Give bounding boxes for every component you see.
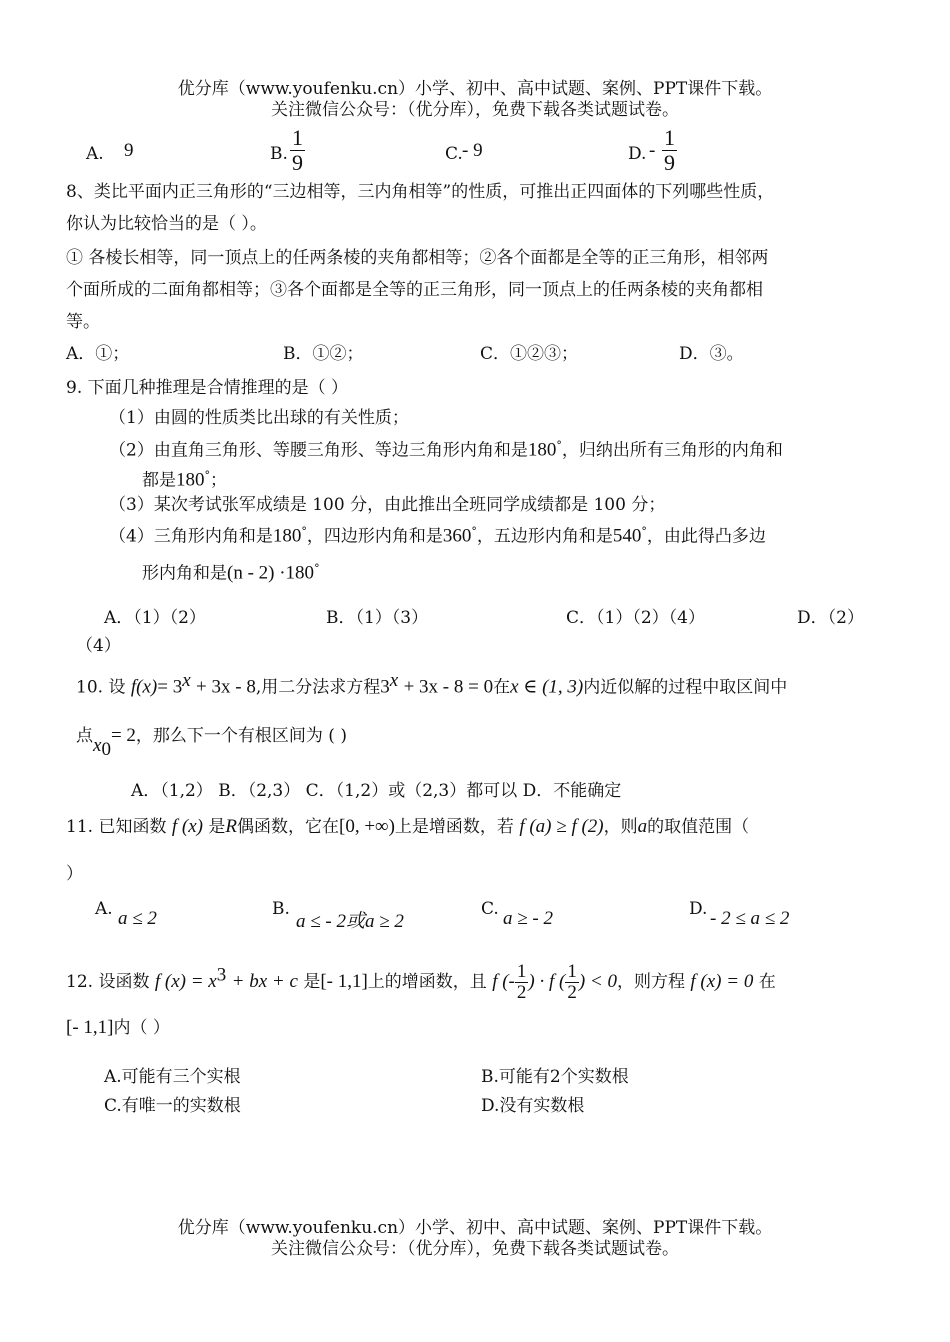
q9-deg-180-b: 180 xyxy=(176,469,205,491)
q7-b-num: 1 xyxy=(292,125,303,150)
q9-item-4 xyxy=(109,520,766,549)
q9-item-4-cont xyxy=(142,557,320,586)
q12-interval: [- 1,1] xyxy=(320,971,368,992)
q11-option-d-label: D. xyxy=(689,899,708,919)
footer-line-2: 关注微信公众号：（优分库），免费下载各类试题试卷。 xyxy=(271,1239,679,1259)
q10-x-in: x ∈ (1, 3) xyxy=(510,676,584,698)
q10-line-1 xyxy=(76,669,787,700)
q8-option-a: A．①； xyxy=(66,344,130,364)
q10-text-1: ,用二分法求方程 xyxy=(255,677,381,698)
q7-b-den: 9 xyxy=(292,150,303,175)
q11-text-3: 偶函数，它在 xyxy=(237,817,339,837)
q7-a-value: 9 xyxy=(124,140,134,161)
q11-fx: f (x) xyxy=(171,816,203,837)
q12-interval-2: [- 1,1] xyxy=(66,1017,114,1038)
q7-d-num: 1 xyxy=(664,125,675,150)
q10-fx: f(x) xyxy=(130,676,158,698)
degree-symbol: ° xyxy=(471,525,477,538)
q7-d-fraction xyxy=(662,126,677,175)
q7-d-den: 9 xyxy=(664,150,675,175)
q12-option-d: D.没有实数根 xyxy=(481,1096,585,1116)
q12-cube: 3 xyxy=(216,964,227,986)
q12-option-a: A.可能有三个实根 xyxy=(104,1067,241,1087)
q12-option-b: B.可能有2个实数根 xyxy=(481,1067,629,1087)
q9-item-4-text-b: ，四边形内角和是 xyxy=(306,526,443,547)
q11-option-d: - 2 ≤ a ≤ 2 xyxy=(710,908,790,929)
q12-text-5: 在 xyxy=(758,972,776,992)
q12-equation: f (x) = 0 xyxy=(690,971,754,992)
q11-option-a: a ≤ 2 xyxy=(118,908,157,929)
q9-item-4-text-c: ，五边形内角和是 xyxy=(476,526,613,547)
q9-option-a: A．（1）（2） xyxy=(104,608,206,628)
q11-option-a-label: A. xyxy=(95,899,113,919)
q11-interval: [0, +∞) xyxy=(339,816,395,837)
q12-fx: f (x) = x xyxy=(154,971,217,992)
q10-x0: x xyxy=(93,735,102,756)
q9-deg-180: 180 xyxy=(527,439,557,461)
q7-b-label: B. xyxy=(270,144,288,164)
q11-close-paren: ） xyxy=(66,864,83,884)
q9-stem: 9. 下面几种推理是合情推理的是（ ） xyxy=(66,378,349,398)
degree-symbol: ° xyxy=(314,562,320,575)
q9-item-3: （3）某次考试张军成绩是 100 分，由此推出全班同学成绩都是 100 分； xyxy=(109,495,666,515)
q12-half-2-num: 1 xyxy=(567,961,577,982)
q7-a-label: A. xyxy=(86,144,104,164)
q9-item-4-text-a: （4）三角形内角和是 xyxy=(109,526,273,547)
q7-c-value: - 9 xyxy=(462,140,483,161)
degree-symbol: ° xyxy=(556,439,562,452)
q12-text-6: 内（ ） xyxy=(113,1018,170,1038)
q12-option-c: C.有唯一的实数根 xyxy=(104,1096,241,1116)
q8-line-5: 等。 xyxy=(66,312,100,332)
q10-eq2-base: 3 xyxy=(380,676,390,698)
q12-text-4: ，则方程 xyxy=(616,972,685,992)
q10-sup-x-2: x xyxy=(389,670,399,691)
q11-text-2: 是 xyxy=(208,817,226,837)
q12-text-2: 是 xyxy=(303,972,321,992)
q12-line-2 xyxy=(66,1016,170,1040)
q10-options: A．（1,2） B．（2,3） C．（1,2）或（2,3）都可以 D．不能确定 xyxy=(131,781,622,801)
q10-line-2 xyxy=(76,724,347,761)
q10-eq2-rest: + 3x - 8 = 0 xyxy=(403,676,494,698)
q10-x0-sub: 0 xyxy=(101,739,111,761)
q9-item-4-text-d: ，由此得凸多边 xyxy=(646,526,766,547)
q9-item-1: （1）由圆的性质类比出球的有关性质； xyxy=(109,408,409,428)
footer-line-1: 优分库（www.youfenku.cn）小学、初中、高中试题、案例、PPT课件下载。 xyxy=(177,1218,773,1238)
q11-text-1: 11. 已知函数 xyxy=(66,817,167,837)
q12-half-2-den: 2 xyxy=(567,982,577,1003)
q11-line-1 xyxy=(66,815,749,839)
q12-text-3: 上的增函数，且 xyxy=(367,972,487,992)
degree-symbol: ° xyxy=(204,469,210,482)
q9-item-4-text-e: 形内角和是 xyxy=(142,563,227,584)
q12-rest: + bx + c xyxy=(231,971,298,992)
q8-line-4: 个面所成的二面角都相等；③各个面都是全等的正三角形，同一顶点上的任两条棱的夹角都相 xyxy=(66,280,763,300)
q7-d-label: D. xyxy=(628,144,647,164)
q10-text-3: 内近似解的过程中取区间中 xyxy=(583,677,788,698)
q9-item-2-text-c: 都是 xyxy=(142,470,176,491)
q9-item-2-text-a: （2）由直角三角形、等腰三角形、等边三角形内角和是 xyxy=(109,440,528,461)
q9-option-d: D．（2） xyxy=(797,608,864,628)
q10-rest: + 3x - 8 xyxy=(196,676,256,698)
q12-text-1: 12. 设函数 xyxy=(66,972,150,992)
q8-line-1: 8、类比平面内正三角形的“三边相等，三内角相等”的性质，可推出正四面体的下列哪些性质， xyxy=(66,182,775,202)
q11-R: R xyxy=(225,816,237,837)
q11-text-6: 的取值范围（ xyxy=(647,817,750,837)
q7-b-fraction xyxy=(290,126,305,175)
q12-mid: ) · f ( xyxy=(528,971,566,992)
q10-x0-eq: = 2 xyxy=(110,725,136,746)
degree-symbol: ° xyxy=(641,525,647,538)
q9-formula: (n - 2) ·180 xyxy=(227,562,315,584)
q10-text-2: 在 xyxy=(493,677,511,698)
q9-option-c: C．（1）（2）（4） xyxy=(566,608,705,628)
q11-a: a xyxy=(637,816,648,837)
q8-option-b: B．①②； xyxy=(283,344,364,364)
q9-option-d-wrap: （4） xyxy=(76,636,121,656)
q8-line-3: ① 各棱长相等，同一顶点上的任两条棱的夹角都相等；②各个面都是全等的正三角形，相邻两 xyxy=(66,248,769,268)
q10-eq: = 3 xyxy=(157,676,183,698)
q7-d-sign: - xyxy=(649,140,656,161)
q7-c-label: C. xyxy=(445,144,463,164)
degree-symbol: ° xyxy=(301,525,307,538)
q11-option-b: a ≤ - 2或a ≥ 2 xyxy=(296,911,404,932)
q11-option-c-label: C. xyxy=(481,899,499,919)
q12-half-2 xyxy=(565,962,579,1003)
header-line-2: 关注微信公众号：（优分库），免费下载各类试题试卷。 xyxy=(271,100,679,120)
q11-option-b-label: B. xyxy=(272,899,290,919)
q12-f-left: f (- xyxy=(492,971,515,992)
q10-text-4: 点 xyxy=(76,726,93,746)
q12-half-1-den: 2 xyxy=(516,982,527,1003)
q12-half-1-num: 1 xyxy=(516,961,527,982)
q9-deg-360: 360 xyxy=(442,525,472,547)
q8-line-2: 你认为比较恰当的是（ ）。 xyxy=(66,214,267,234)
q9-item-2-cont xyxy=(142,464,227,493)
q11-text-4: 上是增函数，若 xyxy=(394,817,514,837)
q9-deg-540: 540 xyxy=(612,525,642,547)
q8-option-d: D．③。 xyxy=(679,344,744,364)
q9-option-b: B．（1）（3） xyxy=(326,608,429,628)
q11-condition: f (a) ≥ f (2) xyxy=(519,816,604,837)
q12-end: ) < 0 xyxy=(578,971,617,992)
q8-option-c: C．①②③； xyxy=(480,344,579,364)
q10-number: 10. 设 xyxy=(76,677,126,698)
header-line-1: 优分库（www.youfenku.cn）小学、初中、高中试题、案例、PPT课件下载。 xyxy=(177,79,773,99)
q9-item-2 xyxy=(109,434,783,463)
q11-option-c: a ≥ - 2 xyxy=(503,908,554,929)
q10-sup-x: x xyxy=(182,670,191,691)
q11-text-5: ，则 xyxy=(603,817,638,837)
q9-item-2-text-b: ，归纳出所有三角形的内角和 xyxy=(561,440,783,461)
q12-half-1 xyxy=(515,962,529,1003)
q9-deg-180-c: 180 xyxy=(272,525,302,547)
q12-line-1 xyxy=(66,962,776,1003)
q9-item-2-text-d: ； xyxy=(210,470,227,491)
q10-text-5: ，那么下一个有根区间为 ( ) xyxy=(135,726,347,746)
